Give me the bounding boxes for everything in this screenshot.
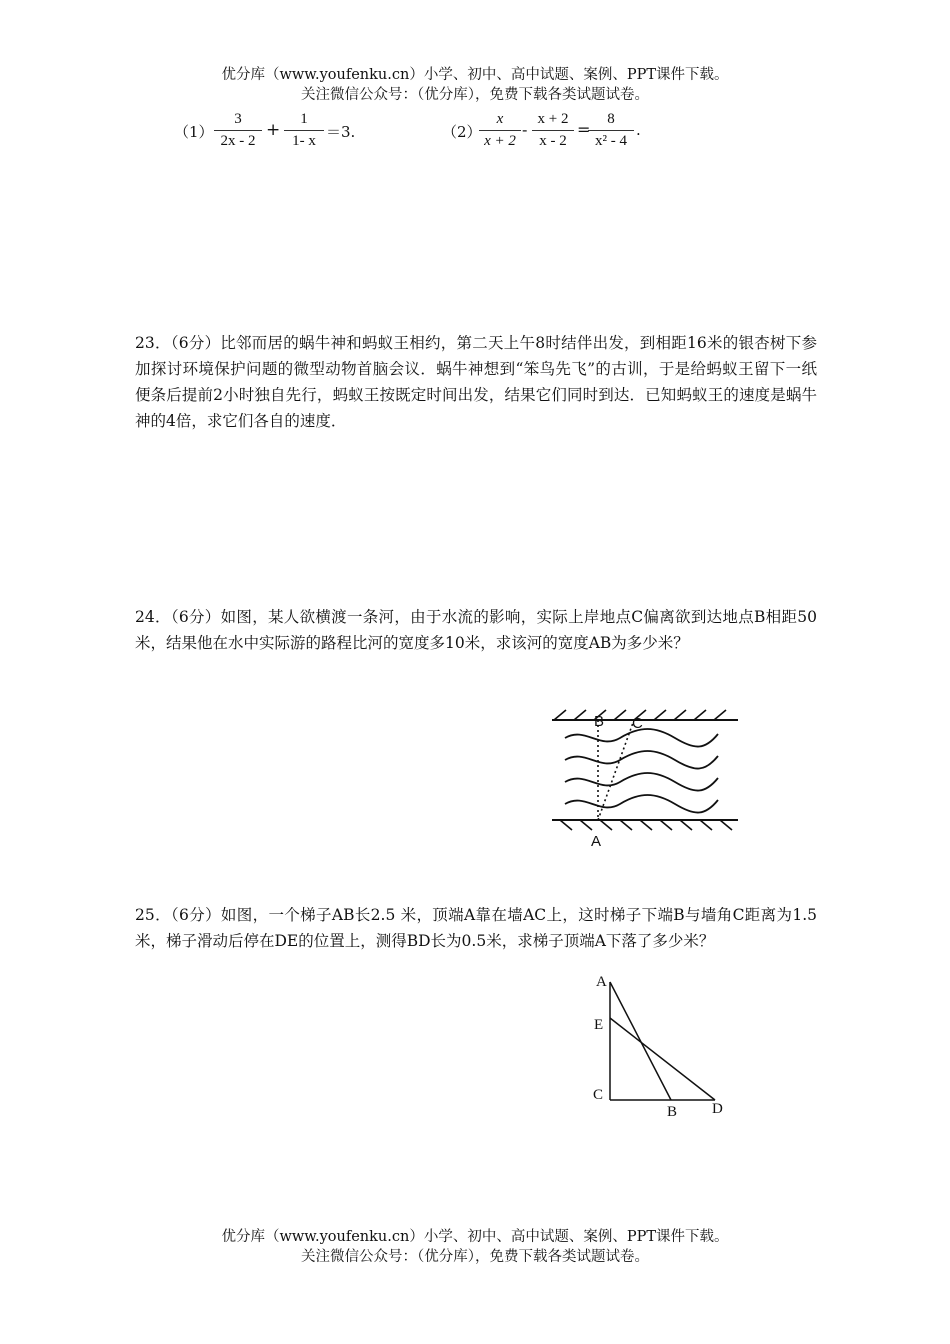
question-24: 24．（6分）如图，某人欲横渡一条河，由于水流的影响，实际上岸地点C偏离欲到达地点B相距50米，结果他在水中实际游的路程比河的宽度多10米，求该河的宽度AB为多少米？ (135, 608, 817, 652)
fraction-numerator: x + 2 (532, 111, 574, 131)
river-waves (565, 729, 718, 813)
equation-1-fraction-1 (214, 111, 262, 150)
minus-sign: - (522, 120, 528, 139)
equation-2-fraction-1 (479, 111, 521, 150)
fraction-denominator: x² - 4 (595, 133, 627, 149)
equation-2-end: . (636, 121, 641, 139)
label-c: C (632, 715, 643, 732)
equation-2-label: （2） (442, 123, 482, 141)
label-e: E (594, 1017, 604, 1033)
fraction-denominator: x - 2 (539, 133, 567, 149)
question-23: 23．（6分）比邻而居的蜗牛神和蚂蚁王相约，第二天上午8时结伴出发，到相距16米的银杏树下参加探讨环境保护问题的微型动物首脑会议．蜗牛神想到“笨鸟先飞”的古训，于是给蚂蚁王留下一纸便条后提前2小时独自先行，蚂蚁王按既定时间出发，结果它们同时到达．已知蚂蚁王的速度是蜗牛神的4倍，求它们各自的速度． (135, 334, 817, 430)
label-d: D (712, 1101, 723, 1117)
ladder-de (610, 1018, 715, 1100)
fraction-denominator: 1- x (292, 133, 316, 149)
label-b: B (667, 1104, 678, 1120)
label-c: C (593, 1087, 604, 1103)
equation-1-fraction-2 (284, 111, 324, 150)
fraction-numerator: 1 (284, 111, 324, 131)
plus-sign: + (266, 120, 281, 140)
footer-line-2: 关注微信公众号：（优分库），免费下载各类试题试卷。 (301, 1249, 649, 1265)
question-25: 25．（6分）如图，一个梯子AB长2.5 米，顶端A靠在墙AC上，这时梯子下端B与墙角C距离为1.5米，梯子滑动后停在DE的位置上，测得BD长为0.5米，求梯子顶端A下落了多少米？ (135, 906, 817, 950)
header-line-1: 优分库（www.youfenku.cn）小学、初中、高中试题、案例、PPT课件下载。 (221, 67, 729, 83)
equals-sign: = (577, 120, 591, 139)
equation-2-fraction-3 (588, 111, 634, 150)
fraction-denominator: x + 2 (484, 133, 516, 149)
label-b: B (594, 713, 605, 730)
ladder-figure (585, 968, 735, 1120)
equation-2-fraction-2 (532, 111, 574, 150)
label-a: A (591, 833, 602, 850)
fraction-numerator: 3 (214, 111, 262, 131)
river-figure (540, 700, 750, 860)
fraction-denominator: 2x - 2 (220, 133, 256, 149)
label-a: A (596, 974, 607, 990)
fraction-numerator: x (479, 111, 521, 131)
equation-1-label: （1） (174, 123, 214, 141)
header-line-2: 关注微信公众号：（优分库），免费下载各类试题试卷。 (301, 87, 649, 103)
equation-1-rhs: ＝3. (326, 123, 356, 141)
fraction-numerator: 8 (588, 111, 634, 131)
bottom-bank-hatching (560, 820, 732, 830)
footer-line-1: 优分库（www.youfenku.cn）小学、初中、高中试题、案例、PPT课件下载。 (221, 1229, 729, 1245)
